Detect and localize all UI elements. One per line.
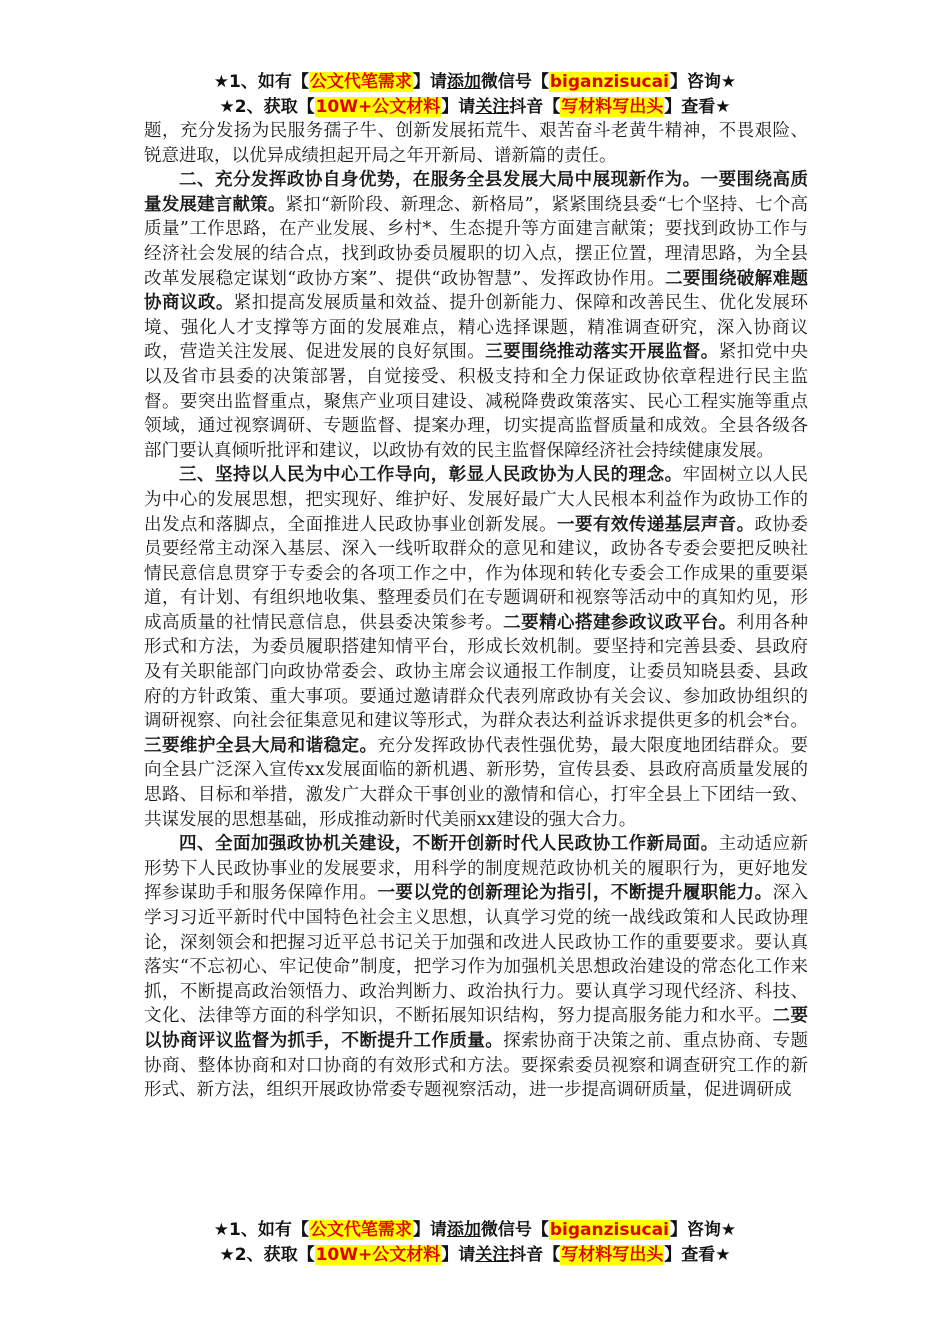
subpoint-text: 紧扣“新阶段、新理念、新格局”，紧紧围绕县委“七个坚持、七个高质量”工作思路，在产业发展、乡村*、生态提升等方面建言献策；要找到政协工作与经济社会发展的结合点，找到政协委员履职的切入点，摆正位置，理清思路，为全县改革发展稳定谋划“政协方案”、提供“政协智慧”、发挥政协作用。 (144, 194, 809, 289)
paragraph-section-2 (144, 168, 808, 463)
banner-underlined-text: 关注 (475, 97, 510, 117)
banner-highlight-douyin-account: 写材料写出头 (561, 1245, 664, 1265)
section-intro: 主动适应新形势下人民政协事业的发展要求，用科学的制度规范政协机关的履职行为，更好地发挥参谋助手和服务保障作用。 (144, 834, 809, 904)
document-body (144, 119, 808, 1103)
banner-underlined-text: 关注 (475, 1245, 510, 1265)
subpoint-text: 紧扣提高发展质量和效益、提升创新能力、保障和改善民生、优化发展环境、强化人才支撑等方面的发展难点，精心选择课题，精准调查研究，深入协商议政，营造关注发展、促进发展的良好氛围。 (144, 293, 809, 363)
subpoint-title: 三要围绕推动落实开展监督。 (485, 342, 719, 363)
subpoint-title: 三要维护全县大局和谐稳定。 (144, 735, 378, 756)
banner-text: ★1、如有【 (213, 72, 309, 92)
subpoint-title: 二要精心搭建参政议政平台。 (503, 612, 737, 633)
paragraph-section-3 (144, 463, 808, 832)
promo-banner-line-2-bottom (0, 1243, 950, 1267)
promo-banner-line-2-top (0, 95, 950, 119)
promo-banner-line-1-top (0, 70, 950, 94)
banner-highlight-douyin-account: 写材料写出头 (561, 97, 664, 117)
subpoint-title: 一要围绕高质量发展建言献策。 (144, 170, 809, 215)
subpoint-title: 二要围绕破解难题协商议政。 (144, 268, 809, 314)
banner-highlight-service: 公文代笔需求 (309, 72, 412, 92)
section-intro: 牢固树立以人民为中心的发展思想，把实现好、维护好、发展好最广大人民根本利益作为政协工作的出发点和落脚点，全面推进人民政协事业创新发展。 (144, 465, 809, 535)
banner-text: ★2、获取【 (219, 1245, 315, 1265)
banner-text: 抖音【 (509, 97, 561, 117)
subpoint-text: 充分发挥政协代表性强优势，最大限度地团结群众。要向全县广泛深入宣传xx发展面临的新机遇、新形势，宣传县委、县政府高质量发展的思路、目标和举措，激发广大群众干事创业的激情和信心，打牢全县上下团结一致、共谋发展的思想基础，形成推动新时代美丽xx建设的强大合力。 (144, 735, 809, 830)
banner-highlight-wechat-id: biganzisucai (549, 72, 669, 92)
paragraph-continuation: 题，充分发扬为民服务孺子牛、创新发展拓荒牛、艰苦奋斗老黄牛精神，不畏艰险、锐意进取，以优异成绩担起开局之年开新局、谱新篇的责任。 (144, 121, 808, 166)
subpoint-title: 一要以党的创新理论为指引，不断提升履职能力。 (377, 883, 773, 904)
subpoint-text: 紧扣党中央以及省市县委的决策部署，自觉接受、积极支持和全力保证政协依章程进行民主监督。要突出监督重点，聚焦产业项目建设、减税降费政策落实、民心工程实施等重点领域，通过视察调研、专题监督、提案办理，切实提高监督质量和成效。全县各级各部门要认真倾听批评和建议，以政协有效的民主监督保障经济社会持续健康发展。 (144, 342, 809, 461)
section-heading: 三、坚持以人民为中心工作导向，彰显人民政协为人民的理念。 (179, 465, 683, 486)
subpoint-title: 一要有效传递基层声音。 (557, 514, 755, 535)
subpoint-title: 二要以协商评议监督为抓手，不断提升工作质量。 (144, 1006, 809, 1051)
section-heading: 四、全面加强政协机关建设，不断开创新时代人民政协工作新局面。 (179, 834, 719, 855)
subpoint-text: 深入学习习近平新时代中国特色社会主义思想，认真学习党的统一战线政策和人民政协理论，深刻领会和把握习近平总书记关于加强和改进人民政协工作的重要要求。要认真落实“不忘初心、牢记使命”制度，把学习作为加强机关思想政治建设的常态化工作来抓，不断提高政治领悟力、政治判断力、政治执行力。要认真学习现代经济、科技、文化、法律等方面的科学知识，不断拓展知识结构，努力提高服务能力和水平。 (144, 883, 809, 1027)
banner-text: 微信号【 (480, 1220, 549, 1240)
banner-highlight-wechat-id: biganzisucai (549, 1220, 669, 1240)
banner-text: 】请 (441, 97, 476, 117)
banner-highlight-materials: 10W+公文材料 (315, 1245, 441, 1265)
section-heading: 二、充分发挥政协自身优势，在服务全县发展大局中展现新作为。 (179, 170, 701, 191)
banner-highlight-service: 公文代笔需求 (309, 1220, 412, 1240)
banner-text: ★1、如有【 (213, 1220, 309, 1240)
banner-text: ★2、获取【 (219, 97, 315, 117)
banner-text: 】查看★ (664, 97, 731, 117)
banner-text: 】查看★ (664, 1245, 731, 1265)
banner-underlined-text: 添加 (446, 1220, 481, 1240)
promo-banner-line-1-bottom (0, 1218, 950, 1242)
banner-text: 】请 (441, 1245, 476, 1265)
banner-text: 微信号【 (480, 72, 549, 92)
subpoint-text: 利用各种形式和方法，为委员履职搭建知情平台，形成长效机制。要坚持和完善县委、县政府及有关职能部门向政协常委会、政协主席会议通报工作制度，让委员知晓县委、县政府的方针政策、重大事项。要通过邀请群众代表列席政协有关会议、参加政协组织的调研视察、向社会征集意见和建议等形式，为群众表达利益诉求提供更多的机会*台。 (144, 612, 809, 732)
banner-text: 】咨询★ (669, 1220, 737, 1240)
banner-highlight-materials: 10W+公文材料 (315, 97, 441, 117)
banner-text: 】请 (412, 72, 447, 92)
banner-text: 】请 (412, 1220, 447, 1240)
banner-text: 】咨询★ (669, 72, 737, 92)
subpoint-text: 政协委员要经常主动深入基层、深入一线听取群众的意见和建议，政协各专委会要把反映社情民意信息贯穿于专委会的各项工作之中，作为体现和转化专委会工作成果的重要渠道，有计划、有组织地收集、整理委员们在专题调研和视察等活动中的真知灼见，形成高质量的社情民意信息，供县委决策参考。 (144, 514, 809, 633)
banner-text: 抖音【 (509, 1245, 561, 1265)
paragraph-section-4 (144, 832, 808, 1103)
banner-underlined-text: 添加 (446, 72, 481, 92)
subpoint-text: 探索协商于决策之前、重点协商、专题协商、整体协商和对口协商的有效形式和方法。要探索委员视察和调查研究工作的新形式、新方法，组织开展政协常委专题视察活动，进一步提高调研质量，促进调研成 (144, 1030, 809, 1101)
